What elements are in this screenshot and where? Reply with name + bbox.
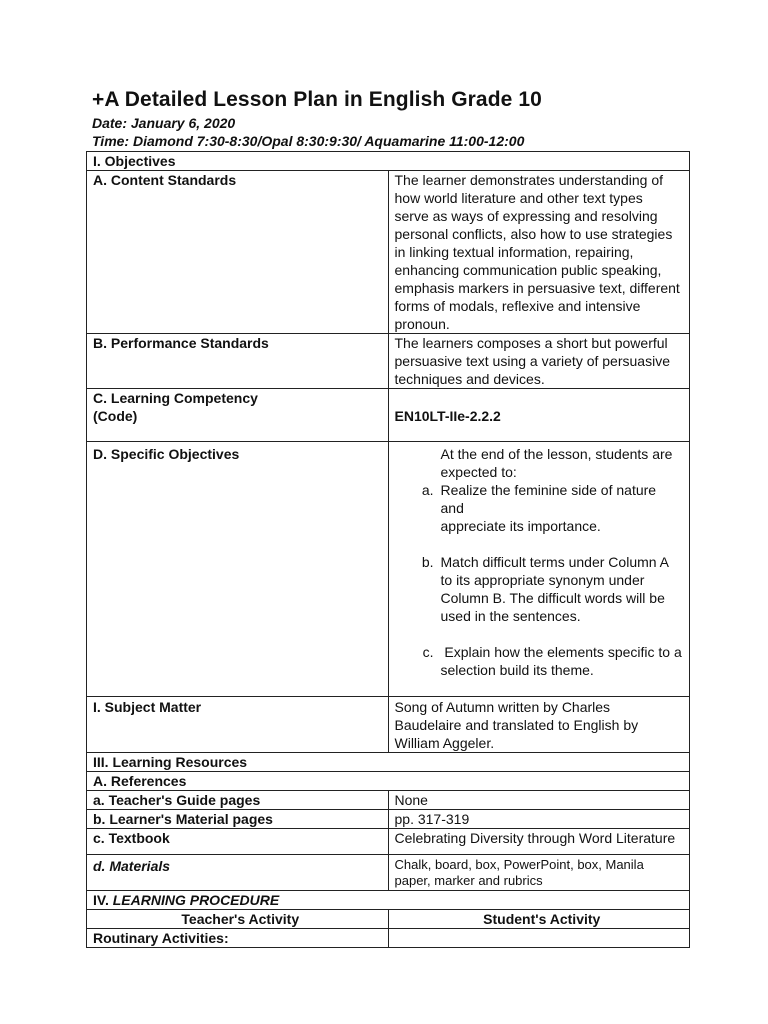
learners-material-label: b. Learner's Material pages — [87, 810, 389, 829]
materials-label: d. Materials — [87, 855, 389, 891]
text-line: The learners composes a short but powerful — [394, 335, 668, 351]
table-row — [87, 442, 690, 697]
text-line: C. Learning Competency — [93, 390, 258, 406]
table-row — [87, 910, 690, 929]
teachers-activity-header: Teacher's Activity — [87, 910, 389, 929]
heading-label: LEARNING PROCEDURE — [112, 892, 280, 908]
table-row — [87, 810, 690, 829]
text-line: forms of modals, reflexive and intensive — [394, 298, 641, 314]
text-line: serve as ways of expressing and resolving — [394, 208, 658, 224]
teachers-guide-label: a. Teacher's Guide pages — [87, 791, 389, 810]
page-title: +A Detailed Lesson Plan in English Grade 10 — [92, 88, 542, 111]
objective-item — [395, 481, 690, 535]
learning-competency-label — [87, 389, 389, 442]
materials-value — [388, 855, 690, 891]
students-activity-header: Student's Activity — [388, 910, 690, 929]
text-line: Realize the feminine side of nature and — [440, 482, 657, 516]
text-line: persuasive text using a variety of persuasive — [394, 353, 670, 369]
specific-objectives-label: D. Specific Objectives — [87, 442, 389, 697]
text-line: used in the sentences. — [440, 608, 581, 624]
textbook-label: c. Textbook — [87, 829, 389, 855]
table-row — [87, 829, 690, 855]
text-line: in linking textual information, repairing, — [394, 244, 634, 260]
table-row — [87, 791, 690, 810]
text-line: techniques and devices. — [394, 371, 545, 387]
routinary-activities-label: Routinary Activities: — [87, 929, 389, 948]
table-row — [87, 855, 690, 891]
lesson-time: Time: Diamond 7:30-8:30/Opal 8:30:9:30/ Aquamarine 11:00-12:00 — [92, 133, 525, 149]
text-line: Chalk, board, box, PowerPoint, box, Manila — [394, 857, 644, 872]
table-row — [87, 389, 690, 442]
table-row — [87, 753, 690, 772]
table-row — [87, 772, 690, 791]
text-line: selection build its theme. — [440, 662, 594, 678]
table-row — [87, 152, 690, 171]
objectives-intro: expected to: — [440, 464, 517, 480]
text-line: Match difficult terms under Column A — [440, 554, 670, 570]
content-standards-text — [388, 171, 690, 334]
text-line: to its appropriate synonym under — [440, 572, 645, 588]
text-line: (Code) — [93, 408, 138, 424]
specific-objectives-list — [388, 442, 690, 697]
text-line: appreciate its importance. — [440, 518, 601, 534]
table-row — [87, 891, 690, 910]
table-row — [87, 334, 690, 389]
learning-resources-heading: III. Learning Resources — [87, 753, 690, 772]
learners-material-value: pp. 317-319 — [388, 810, 690, 829]
references-heading: A. References — [87, 772, 690, 791]
text-line: The learner demonstrates understanding of — [394, 172, 663, 188]
table-row — [87, 697, 690, 753]
text-line: William Aggeler. — [394, 735, 495, 751]
subject-matter-label: I. Subject Matter — [87, 697, 389, 753]
subject-matter-text — [388, 697, 690, 753]
text-line: Song of Autumn written by Charles — [394, 699, 611, 715]
lesson-date: Date: January 6, 2020 — [92, 115, 236, 131]
text-line: Explain how the elements specific to a — [440, 644, 682, 660]
performance-standards-text — [388, 334, 690, 389]
table-row — [87, 171, 690, 334]
textbook-value: Celebrating Diversity through Word Literature — [388, 829, 690, 855]
objective-item — [395, 553, 690, 625]
competency-code: EN10LT-IIe-2.2.2 — [394, 408, 501, 424]
text-line: how world literature and other text types — [394, 190, 643, 206]
teachers-guide-value: None — [388, 791, 690, 810]
list-marker: a. — [421, 482, 434, 498]
learning-competency-code — [388, 389, 690, 442]
objectives-heading: I. Objectives — [87, 152, 690, 171]
list-marker: b. — [421, 554, 434, 570]
lesson-plan-table — [86, 151, 690, 948]
performance-standards-label: B. Performance Standards — [87, 334, 389, 389]
objectives-intro: At the end of the lesson, students are — [440, 446, 673, 462]
list-marker: c. — [422, 644, 434, 660]
text-line: enhancing communication public speaking, — [394, 262, 662, 278]
learning-procedure-heading — [87, 891, 690, 910]
content-standards-label: A. Content Standards — [87, 171, 389, 334]
text-line: paper, marker and rubrics — [394, 873, 543, 888]
text-line: emphasis markers in persuasive text, different — [394, 280, 680, 296]
text-line: Baudelaire and translated to English by — [394, 717, 639, 733]
routinary-activities-empty — [388, 929, 690, 948]
text-line: personal conflicts, also how to use strategies — [394, 226, 673, 242]
text-line: Column B. The difficult words will be — [440, 590, 665, 606]
text-line: pronoun. — [394, 316, 450, 332]
table-row — [87, 929, 690, 948]
heading-prefix: IV. — [93, 892, 113, 908]
objective-item — [395, 643, 690, 679]
